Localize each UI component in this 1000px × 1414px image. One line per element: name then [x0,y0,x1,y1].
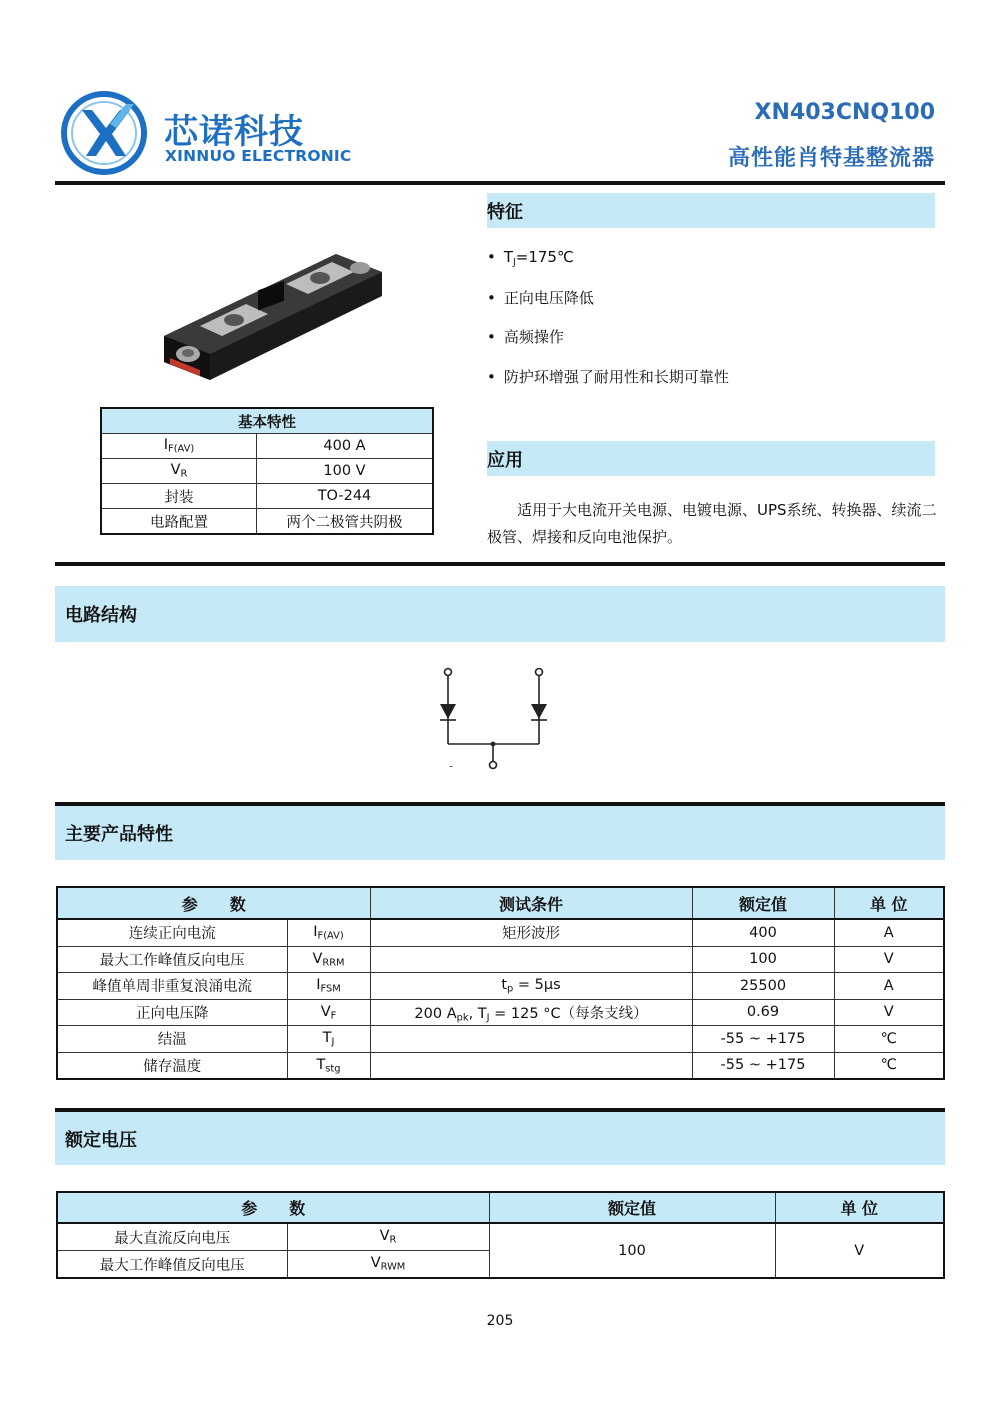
param-label: 电路配置 [101,509,257,535]
table-row [57,1223,944,1251]
spec-value: 400 [692,919,834,946]
spec-symbol [287,1251,489,1279]
table-row [57,1026,944,1053]
spec-name: 最大直流反向电压 [57,1223,287,1251]
spec-symbol [287,919,370,946]
spec-name: 峰值单周非重复浪涌电流 [57,973,287,1000]
spec-symbol [287,999,370,1026]
table-row [57,1052,944,1079]
basic-table-title: 基本特性 [101,408,433,434]
symbol-main: V [320,1003,331,1020]
features-title: 特征 [487,201,523,223]
spec-value: 100 [489,1223,775,1278]
section-rule [55,562,945,566]
part-number: XN403CNQ100 [754,100,935,125]
symbol-main: I [163,437,169,454]
spec-name: 最大工作峰值反向电压 [57,1251,287,1279]
applications-title: 应用 [487,449,523,471]
spec-condition [370,999,692,1026]
circuit-section-bar [55,586,945,642]
spec-value: -55 ~ +175 [692,1052,834,1079]
company-name-cn: 芯诺科技 [164,112,304,152]
spec-value: -55 ~ +175 [692,1026,834,1053]
param-value: 400 A [257,434,434,459]
table-row [101,484,433,509]
param-value: TO-244 [257,484,434,509]
spec-unit: V [834,999,944,1026]
header-param: 参 数 [57,887,370,919]
symbol-main: V [170,462,181,479]
table-row [101,434,433,459]
spec-value: 0.69 [692,999,834,1026]
symbol-main: I [316,977,321,994]
cond-a-sub: pk [456,1011,469,1023]
header-cond: 测试条件 [370,887,692,919]
symbol-sub: F [330,1009,337,1021]
spec-condition [370,946,692,973]
cond-sub: p [507,983,514,995]
company-name-en: XINNUO ELECTRONIC [165,147,352,165]
spec-unit: ℃ [834,1052,944,1079]
table-row [57,946,944,973]
tj-sub: J [513,256,516,268]
cond-main: t [501,977,508,994]
spec-symbol [287,973,370,1000]
symbol-sub: RWM [380,1261,406,1273]
symbol-sub: R [389,1234,397,1246]
minus-mark: - [449,759,454,773]
spec-value: 100 [692,946,834,973]
table-row [101,459,433,484]
features-section-bar [487,193,935,228]
param-value: 两个二极管共阴极 [257,509,434,535]
main-specs-section-bar [55,806,945,860]
table-row [101,509,433,535]
cond-a: 200 A [414,1005,457,1022]
rated-voltage-section-bar [55,1112,945,1165]
spec-unit: V [834,946,944,973]
rated-voltage-title: 额定电压 [65,1129,137,1151]
symbol-main: V [379,1228,390,1245]
rated-voltage-table [56,1191,945,1279]
feature-item: • 正向电压降低 [487,287,594,308]
header-rule [55,181,945,185]
feature-item: • 高频操作 [487,326,564,347]
symbol-sub: R [180,468,188,480]
symbol-sub: F(AV) [168,443,195,455]
spec-unit: V [775,1223,944,1278]
page-number: 205 [486,1313,514,1329]
spec-symbol [287,1223,489,1251]
symbol-main: T [316,1056,326,1073]
spec-value: 25500 [692,973,834,1000]
param-symbol [101,434,257,459]
spec-condition [370,1052,692,1079]
header-rated: 额定值 [489,1192,775,1223]
symbol-sub: FSM [320,983,341,995]
table-row [57,999,944,1026]
param-label: 封装 [101,484,257,509]
spec-name: 正向电压降 [57,999,287,1026]
spec-condition [370,973,692,1000]
applications-section-bar [487,441,935,476]
basic-characteristics-table [100,407,434,535]
main-specs-title: 主要产品特性 [65,824,173,845]
tj-value: =175℃ [515,248,574,266]
applications-text-line1: 适用于大电流开关电源、电镀电源、UPS系统、转换器、续流二 [517,501,937,519]
header-unit: 单 位 [775,1192,944,1223]
symbol-sub: RRM [322,956,345,968]
spec-unit: A [834,919,944,946]
company-logo [60,90,148,176]
spec-name: 储存温度 [57,1052,287,1079]
symbol-main: T [322,1030,332,1047]
param-symbol [101,459,257,484]
table-row [57,919,944,946]
spec-symbol [287,1026,370,1053]
header-unit: 单 位 [834,887,944,919]
spec-symbol [287,946,370,973]
product-image [160,244,390,384]
symbol-sub: J [331,1036,335,1048]
spec-name: 连续正向电流 [57,919,287,946]
feature-item: • 防护环增强了耐用性和长期可靠性 [487,366,729,387]
spec-condition: 矩形波形 [370,919,692,946]
symbol-main: V [370,1255,381,1272]
symbol-sub: F(AV) [317,930,344,942]
symbol-main: I [313,924,318,941]
spec-unit: ℃ [834,1026,944,1053]
spec-name: 最大工作峰值反向电压 [57,946,287,973]
document-subtitle: 高性能肖特基整流器 [727,146,935,171]
param-value: 100 V [257,459,434,484]
cond-b-sub: J [486,1011,490,1023]
symbol-main: V [312,950,323,967]
spec-symbol [287,1052,370,1079]
symbol-sub: stg [325,1062,341,1074]
cond-rest: = 5μs [513,977,561,994]
spec-condition [370,1026,692,1053]
main-specs-table [56,886,945,1080]
tj-main: T [503,248,514,266]
applications-text-line2: 极管、焊接和反向电池保护。 [487,528,683,546]
spec-unit: A [834,973,944,1000]
cond-c: = 125 °C（每条支线） [489,1005,648,1022]
circuit-title: 电路结构 [65,605,137,626]
header-rated: 额定值 [692,887,834,919]
header-param: 参 数 [57,1192,489,1223]
spec-name: 结温 [57,1026,287,1053]
table-row [57,973,944,1000]
cond-b: , T [468,1005,487,1022]
feature-item [487,248,574,268]
